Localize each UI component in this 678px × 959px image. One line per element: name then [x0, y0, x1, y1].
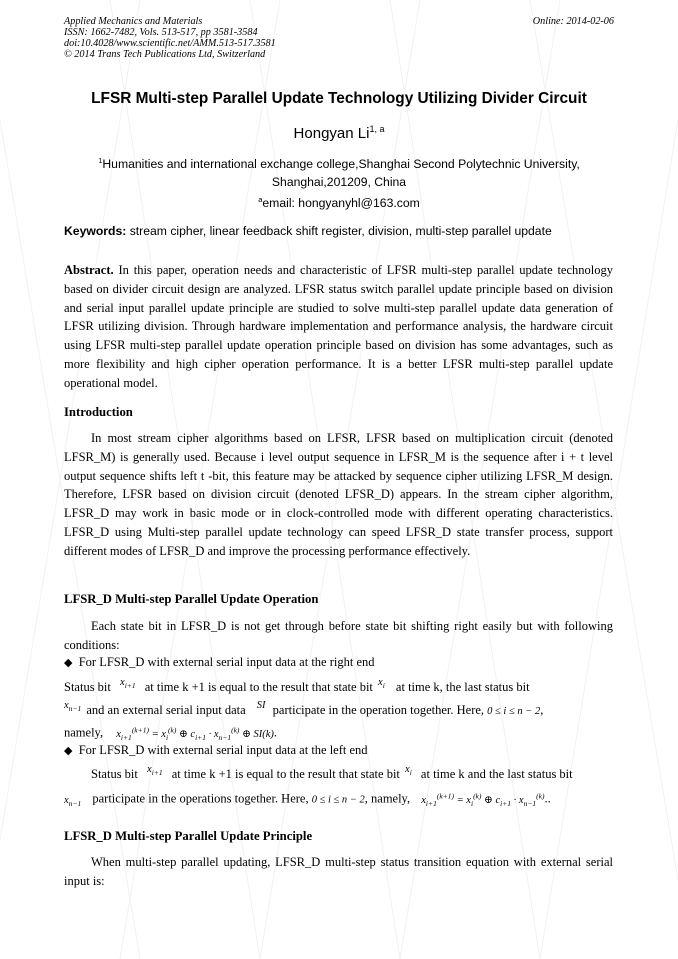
- abstract-text: In this paper, operation needs and characteristic of LFSR multi-step parallel update technology based on divider circuit design are analyzed. LFSR status switch parallel update principle based on division and serial input parallel update principle are studied to solve multi-step parallel update data generation of LFSR utilizing division. Through hardware implementation and performance analysis, the hardware circuit using LFSR multi-step parallel update operation principle based on division has some advantages, such as more flexibility and high cipher operation performance. It is a better LFSR multi-step parallel update operational model.: [64, 263, 613, 390]
- b2-l1-b: at time k +1 is equal to the result that state bit: [171, 767, 400, 781]
- b2-l1-a: Status bit: [91, 767, 138, 781]
- email: email: hongyanyhl@163.com: [262, 196, 420, 211]
- equation-1: $x_{i+1}^{(k+1)} = x_i^{(k)}$ ⊕ $c_{i+1} \cdot x_{n-1}^{(k)}$ ⊕ SI(k): [116, 725, 274, 742]
- b1-l1-c: at time k, the last status bit: [395, 680, 530, 694]
- math-range-2: 0 ≤ i ≤ n − 2: [311, 794, 365, 806]
- abstract: [64, 261, 613, 393]
- introduction-heading: Introduction: [64, 405, 133, 419]
- b1-l2-a: and an external serial input data: [86, 703, 246, 717]
- bullet2-line1: [91, 764, 573, 783]
- b1-l3-a: namely,: [64, 725, 104, 740]
- paper-title: LFSR Multi-step Parallel Update Technology Utilizing Divider Circuit: [91, 90, 587, 107]
- b1-l1-a: Status bit: [64, 680, 111, 694]
- diamond-bullet-icon: ◆: [64, 657, 73, 669]
- doi: doi:10.4028/www.scientific.net/AMM.513-517.3581: [64, 38, 276, 49]
- affiliation-line2: Shanghai,201209, China: [271, 175, 407, 190]
- math-x-i: xi: [378, 677, 385, 691]
- b2-l2-b: , namely,: [364, 791, 411, 806]
- math-x-i: xi: [405, 764, 412, 778]
- author: [0, 124, 678, 142]
- affiliation-line1: Humanities and international exchange college,Shanghai Second Polytechnic University,: [102, 157, 580, 172]
- principle-heading: LFSR_D Multi-step Parallel Update Principle: [64, 829, 313, 843]
- bullet1-line2: [64, 700, 613, 719]
- math-x-n-minus-1: $x_{n-1}$: [64, 794, 82, 808]
- math-x-n-minus-1: xn−1: [64, 700, 82, 714]
- bullet1-text: For LFSR_D with external serial input data at the right end: [78, 655, 375, 669]
- journal-info: [64, 16, 276, 60]
- b1-l3-b: .: [273, 725, 278, 740]
- equation-2: $x_{i+1}^{(k+1)} = x_i^{(k)}$ ⊕ $c_{i+1} \cdot x_{n-1}^{(k)}$: [421, 791, 545, 808]
- math-si: SI: [256, 700, 266, 711]
- b1-l2-b: participate in the operation together. Here,: [272, 703, 485, 717]
- bullet2-line2: [64, 791, 551, 808]
- bullet-left-end: [64, 743, 368, 758]
- operation-intro: [64, 617, 613, 655]
- bullet2-text: For LFSR_D with external serial input data at the left end: [78, 743, 368, 757]
- b1-l2-c: ,: [540, 703, 544, 717]
- bullet1-line1: [64, 677, 613, 696]
- operation-heading: LFSR_D Multi-step Parallel Update Operation: [64, 592, 319, 606]
- affiliation-sup: 1: [98, 156, 103, 165]
- b1-l1-b: at time k +1 is equal to the result that state bit: [144, 680, 373, 694]
- copyright: © 2014 Trans Tech Publications Ltd, Switzerland: [64, 49, 266, 60]
- issn: ISSN: 1662-7482, Vols. 513-517, pp 3581-3584: [64, 27, 258, 38]
- author-name: Hongyan Li: [293, 125, 370, 142]
- principle-text: When multi-step parallel updating, LFSR_D multi-step status transition equation with external serial input is:: [64, 855, 613, 888]
- operation-intro-text: Each state bit in LFSR_D is not get through before state bit shifting right easily but with following conditions:: [64, 619, 613, 652]
- b2-l2-c: ..: [544, 791, 551, 806]
- bullet1-line3: [64, 725, 277, 742]
- math-x-i-plus-1: xi+1: [147, 764, 163, 778]
- introduction-body: [64, 429, 613, 561]
- online-date: Online: 2014-02-06: [532, 16, 614, 27]
- keywords-text: stream cipher, linear feedback shift register, division, multi-step parallel update: [126, 224, 552, 238]
- b2-l1-c: at time k and the last status bit: [420, 767, 573, 781]
- affiliation: [0, 152, 678, 212]
- keywords: [64, 224, 552, 238]
- math-x-i-plus-1: xi+1: [120, 677, 136, 691]
- math-range-1: 0 ≤ i ≤ n − 2: [487, 706, 541, 717]
- abstract-label: Abstract.: [64, 263, 114, 277]
- bullet-right-end: [64, 655, 375, 670]
- diamond-bullet-icon: ◆: [64, 745, 73, 757]
- keywords-label: Keywords:: [64, 224, 127, 238]
- introduction-text: In most stream cipher algorithms based on LFSR, LFSR based on multiplication circuit (denoted LFSR_M) is generally used. Because i level output sequence in LFSR_M is the sequence after i + t level output sequence shifts left t -bit, this feature may be attacked by sequence cipher utilizing LFSR_M design. Therefore, LFSR based on division circuit (denoted LFSR_D) appears. In the stream cipher algorithm, LFSR_D may work in basic mode or in clock-controlled mode with different operating characteristics. LFSR_D using Multi-step parallel update technology can speed LFSR_D state transfer process, support different modes of LFSR_D and improve the processing performance effectively.: [64, 431, 613, 558]
- b2-l2-a: participate in the operations together. Here,: [92, 791, 309, 806]
- journal-name: Applied Mechanics and Materials: [64, 16, 203, 27]
- principle-body: [64, 853, 613, 891]
- author-sup: 1, a: [369, 124, 385, 134]
- email-sup: a: [258, 195, 263, 205]
